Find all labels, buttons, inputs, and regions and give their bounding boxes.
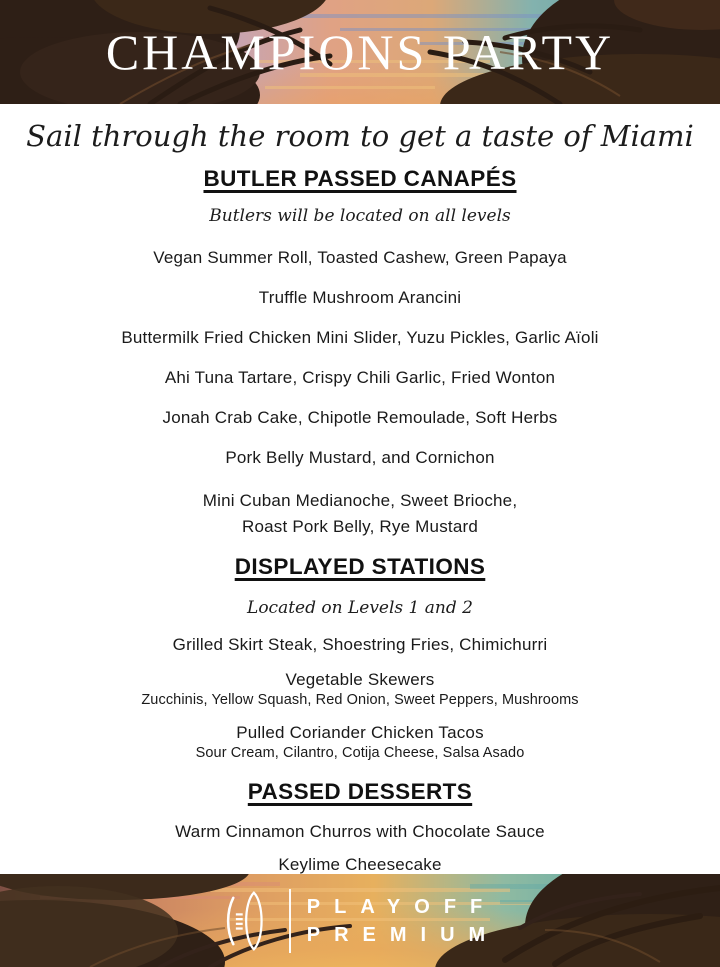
menu-item: Vegetable Skewers [285, 670, 435, 689]
menu-item: Pulled Coriander Chicken Tacos [236, 723, 484, 742]
section-heading: BUTLER PASSED CANAPÉS [203, 166, 517, 191]
section-heading: DISPLAYED STATIONS [234, 554, 486, 579]
section-heading: PASSED DESSERTS [247, 779, 473, 804]
menu-item-line: Mini Cuban Medianoche, Sweet Brioche, [202, 491, 518, 510]
menu-item [0, 488, 720, 540]
menu-item-line: Roast Pork Belly, Rye Mustard [241, 517, 478, 536]
page-title: CHAMPIONS PARTY [105, 24, 615, 80]
menu-item: Jonah Crab Cake, Chipotle Remoulade, Soft Herbs [162, 408, 558, 427]
cfp-football-logo-icon [221, 891, 273, 951]
menu-item: Vegan Summer Roll, Toasted Cashew, Green Papaya [153, 248, 567, 267]
hero-banner [0, 0, 720, 104]
menu-item-detail: Zucchinis, Yellow Squash, Red Onion, Sweet Peppers, Mushrooms [141, 692, 579, 708]
menu-item: Warm Cinnamon Churros with Chocolate Sauce [175, 822, 545, 841]
tagline: Sail through the room to get a taste of Miami [26, 119, 694, 153]
menu-item: Ahi Tuna Tartare, Crispy Chili Garlic, Fried Wonton [164, 368, 556, 387]
section-note: Located on Levels 1 and 2 [247, 598, 473, 618]
brand-line-playoff: PLAYOFF [306, 895, 497, 918]
menu-item: Grilled Skirt Steak, Shoestring Fries, Chimichurri [172, 635, 548, 654]
section-note: Butlers will be located on all levels [209, 206, 511, 226]
footer-banner [0, 874, 720, 967]
menu-item: Truffle Mushroom Arancini [258, 288, 462, 307]
section-displayed-stations [0, 554, 720, 761]
section-passed-desserts [0, 779, 720, 874]
section-butler-passed-canapes [0, 166, 720, 540]
menu-item: Keylime Cheesecake [278, 855, 442, 874]
menu-item: Buttermilk Fried Chicken Mini Slider, Yuzu Pickles, Garlic Aïoli [121, 328, 599, 347]
brand-line-premium: PREMIUM [306, 923, 500, 946]
playoff-premium-brand [0, 874, 720, 967]
menu-content [0, 104, 720, 874]
menu-item-detail: Sour Cream, Cilantro, Cotija Cheese, Salsa Asado [195, 745, 525, 761]
brand-wordmark [307, 893, 499, 949]
brand-divider [289, 889, 291, 953]
menu-item: Pork Belly Mustard, and Cornichon [225, 448, 495, 467]
